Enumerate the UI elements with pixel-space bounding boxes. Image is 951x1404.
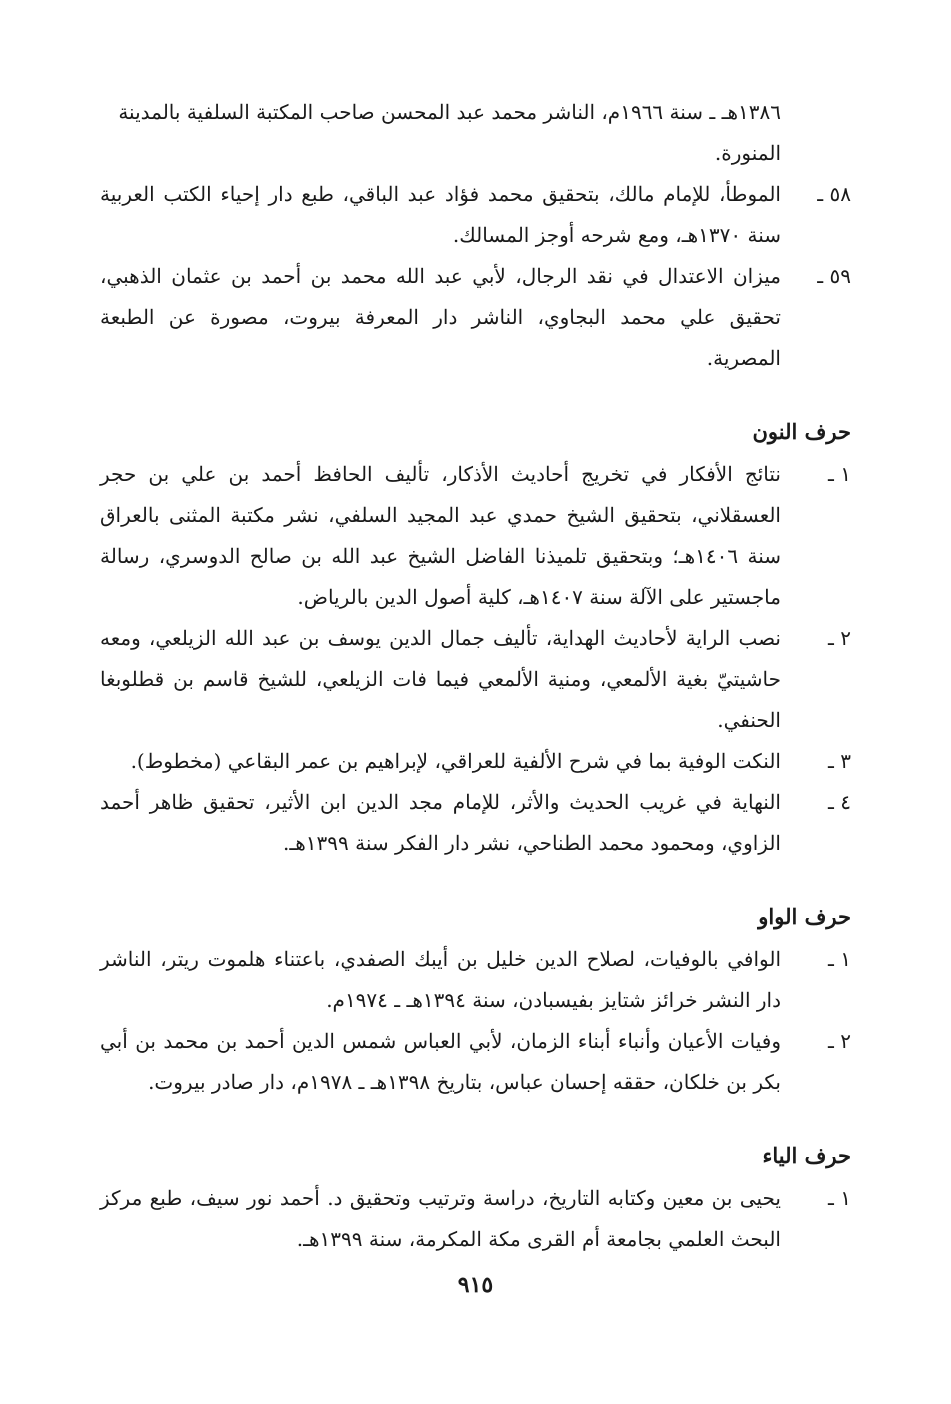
- entry-number: ٥٨ ـ: [817, 182, 851, 206]
- list-item: [100, 741, 851, 782]
- list-item: [100, 1021, 851, 1103]
- entry-number: ٢ ـ: [828, 1029, 851, 1053]
- entry-text: نتائج الأفكار في تخريج أحاديث الأذكار، تأليف الحافظ أحمد بن علي بن حجر العسقلاني، بتحقيق الشيخ حمدي عبد المجيد السلفي، نشر مكتبة المثنى بالعراق سنة ١٤٠٦هـ؛ وبتحقيق تلميذنا الفاضل الشيخ عبد الله بن صالح الدوسري، رسالة ماجستير على الآلة سنة ١٤٠٧هـ، كلية أصول الدين بالرياض.: [100, 462, 782, 609]
- list-item: [100, 256, 851, 379]
- entry-number: ١ ـ: [828, 1186, 851, 1210]
- entry-number: ١ ـ: [828, 947, 851, 971]
- entry-text: الموطأ، للإمام مالك، بتحقيق محمد فؤاد عبد الباقي، طبع دار إحياء الكتب العربية سنة ١٣٧٠هـ، ومع شرحه أوجز المسالك.: [100, 182, 781, 247]
- section-title-noon: حرف النون: [752, 419, 851, 444]
- entry-text: نصب الراية لأحاديث الهداية، تأليف جمال الدين يوسف بن عبد الله الزيلعي، ومعه حاشيتيّ بغية الألمعي، ومنية الألمعي فيما فات الزيلعي، للشيخ قاسم بن قطلوبغا الحنفي.: [100, 626, 781, 732]
- section-title-waw: حرف الواو: [758, 904, 851, 929]
- entry-number: ١ ـ: [828, 462, 851, 486]
- section-title-ya: حرف الياء: [762, 1143, 851, 1168]
- entry-text: وفيات الأعيان وأنباء أبناء الزمان، لأبي العباس شمس الدين أحمد بن محمد بن أبي بكر بن خلكان، حققه إحسان عباس، بتاريخ ١٣٩٨هـ ـ ١٩٧٨م، دار صادر بيروت.: [100, 1029, 781, 1094]
- entry-number: ٥٩ ـ: [817, 264, 851, 288]
- entry-number: ٣ ـ: [828, 749, 851, 773]
- entry-number: ٤ ـ: [828, 790, 851, 814]
- list-item: [100, 618, 851, 741]
- list-item: [100, 1178, 851, 1260]
- entry-text: الوافي بالوفيات، لصلاح الدين خليل بن أيبك الصفدي، باعتناء هلموت ريتر، الناشر دار النشر خرائز شتايز بفيسبادن، سنة ١٣٩٤هـ ـ ١٩٧٤م.: [100, 947, 781, 1012]
- bibliography-list: [100, 92, 851, 1260]
- entry-text: النكت الوفية بما في شرح الألفية للعراقي، لإبراهيم بن عمر البقاعي (مخطوط).: [130, 749, 781, 773]
- list-item: [100, 782, 851, 864]
- list-item: [100, 454, 851, 618]
- page-number: ٩١٥: [457, 1272, 494, 1298]
- continuation-text: ١٣٨٦هـ ـ سنة ١٩٦٦م، الناشر محمد عبد المحسن صاحب المكتبة السلفية بالمدينة المنورة.: [118, 100, 781, 165]
- entry-text: النهاية في غريب الحديث والأثر، للإمام مجد الدين ابن الأثير، تحقيق ظاهر أحمد الزاوي، ومحمود محمد الطناحي، نشر دار الفكر سنة ١٣٩٩هـ.: [100, 790, 781, 855]
- entry-number: ٢ ـ: [828, 626, 851, 650]
- list-item: [100, 174, 851, 256]
- list-item: [100, 939, 851, 1021]
- entry-text: يحيى بن معين وكتابه التاريخ، دراسة وترتيب وتحقيق د. أحمد نور سيف، طبع مركز البحث العلمي بجامعة أم القرى مكة المكرمة، سنة ١٣٩٩هـ.: [100, 1186, 781, 1251]
- entry-text: ميزان الاعتدال في نقد الرجال، لأبي عبد الله محمد بن أحمد بن عثمان الذهبي، تحقيق علي محمد البجاوي، الناشر دار المعرفة بيروت، مصورة عن الطبعة المصرية.: [100, 264, 781, 370]
